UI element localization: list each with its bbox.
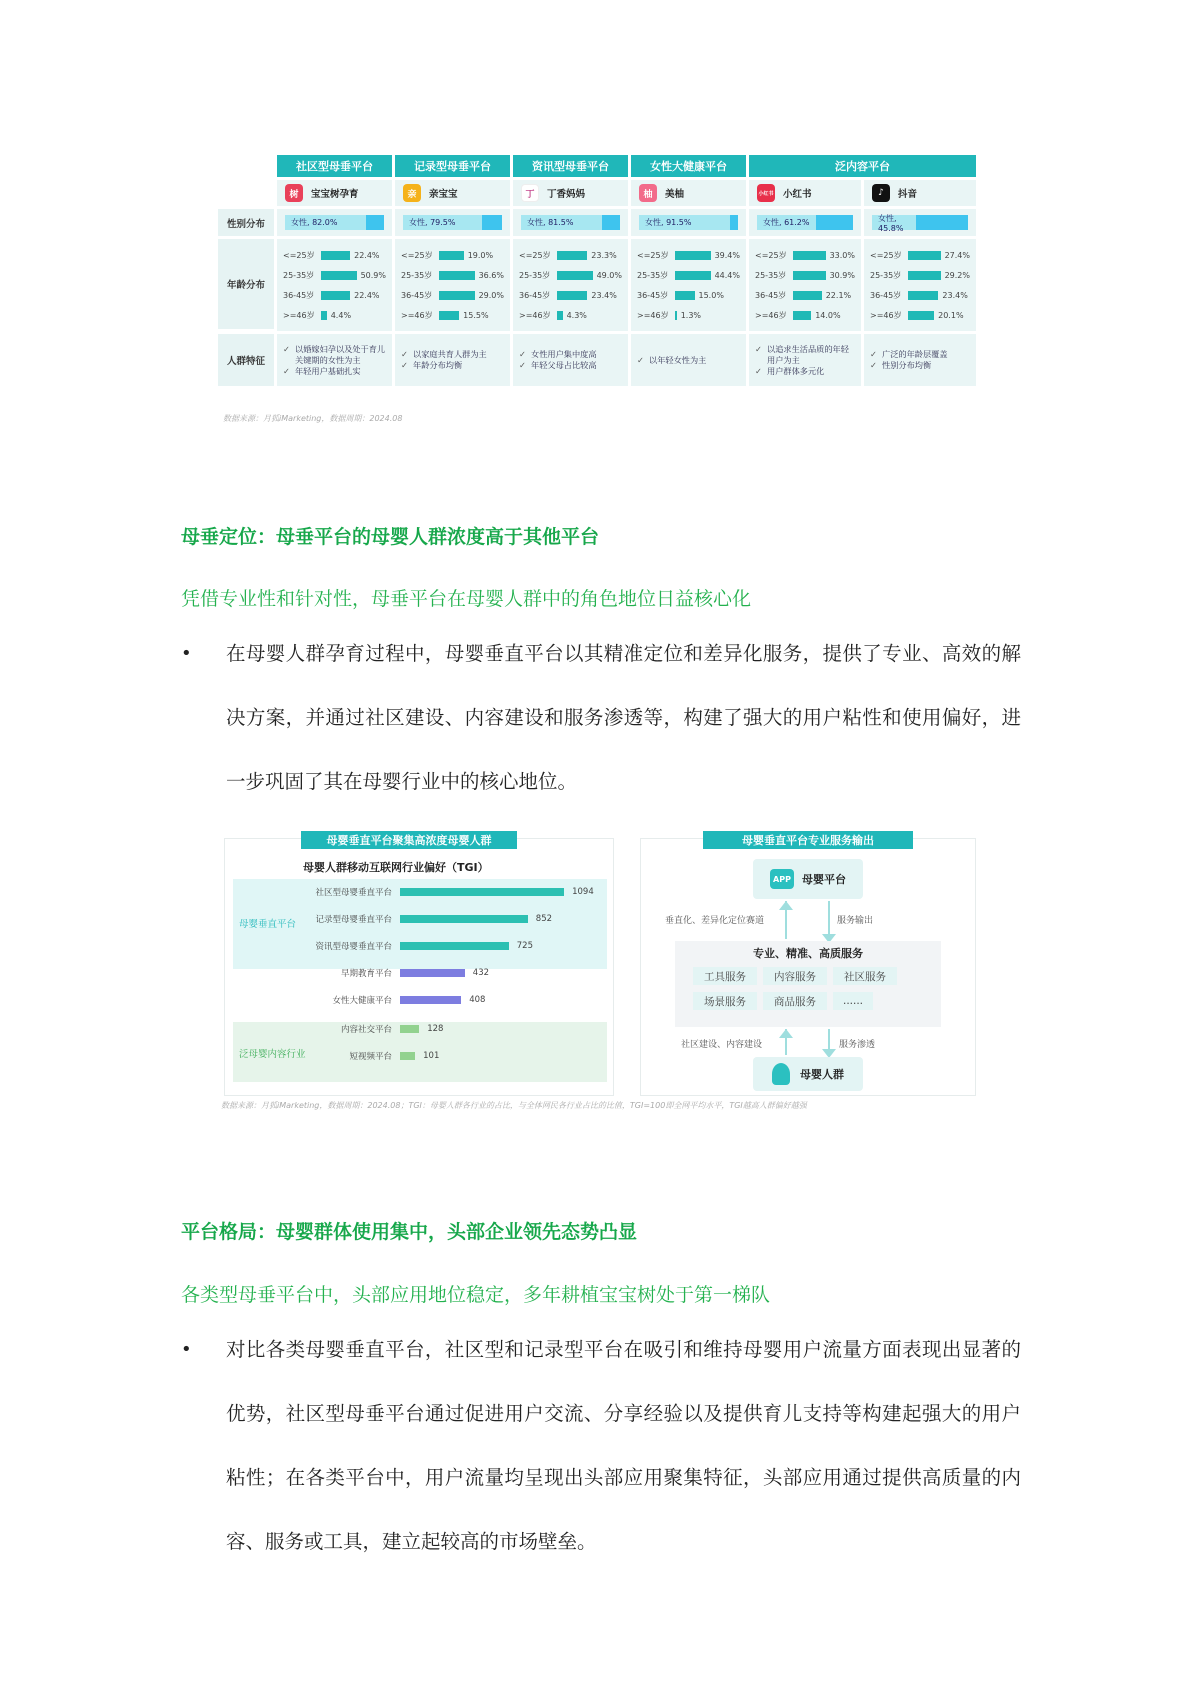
age-bar-row: [283, 285, 386, 305]
category-header: 社区型母垂平台: [277, 155, 392, 177]
service-item: 内容服务: [763, 967, 827, 985]
bar-value: 128: [427, 1024, 444, 1034]
age-key: <=25岁: [637, 250, 669, 260]
age-column: [513, 239, 628, 331]
bar-label: 女性大健康平台: [332, 996, 392, 1006]
gender-cell: [749, 209, 861, 236]
app-header-row: [218, 180, 984, 206]
app-header: [864, 180, 976, 206]
age-bar-row: [401, 245, 504, 265]
age-bar: [439, 251, 464, 260]
traits-list: [513, 334, 628, 386]
app-name: 宝宝树孕育: [311, 189, 359, 200]
age-key: <=25岁: [283, 250, 315, 260]
check-icon: ✓: [283, 343, 290, 354]
age-bar: [793, 251, 826, 260]
age-bar-row: [283, 305, 386, 325]
bar: [400, 996, 461, 1004]
age-bar-row: [401, 285, 504, 305]
gender-bar: [639, 215, 738, 230]
age-bar-row: [755, 285, 855, 305]
age-value: 49.0%: [596, 270, 622, 280]
age-value: 29.2%: [944, 270, 970, 280]
age-key: 25-35岁: [283, 270, 315, 280]
gender-cell: [513, 209, 628, 236]
table-corner-blank: [218, 180, 274, 206]
gender-cell: [864, 209, 976, 236]
bullet-dot: •: [181, 643, 192, 664]
traits-list: [749, 334, 861, 386]
age-key: 25-35岁: [519, 270, 551, 280]
age-value: 20.1%: [938, 310, 964, 320]
trait-text: 以追求生活品质的年轻用户为主: [767, 343, 849, 365]
table-source-note: 数据来源：月狐iMarketing，数据周期：2024.08: [223, 414, 403, 423]
female-share: 女性, 81.5%: [521, 215, 602, 230]
age-bar: [675, 311, 677, 320]
platform-label: 母婴平台: [802, 873, 846, 886]
age-bar-row: [519, 265, 622, 285]
age-bar-row: [637, 265, 740, 285]
female-share: 女性, 61.2%: [757, 215, 816, 230]
bar-value: 432: [472, 968, 490, 978]
app-name: 丁香妈妈: [547, 189, 586, 200]
bar: [400, 969, 465, 977]
check-icon: ✓: [755, 365, 762, 376]
bar-label: 资讯型母婴垂直平台: [315, 942, 392, 952]
age-bar: [675, 251, 711, 260]
services-title: 专业、精准、高质服务: [753, 947, 863, 960]
age-value: 36.6%: [478, 270, 504, 280]
age-bar-row: [519, 245, 622, 265]
trait-text: 广泛的年龄层覆盖: [882, 349, 948, 359]
age-bar: [908, 291, 938, 300]
age-key: <=25岁: [519, 250, 551, 260]
bullet-dot: •: [181, 1339, 192, 1360]
age-bar-row: [755, 245, 855, 265]
age-column: [631, 239, 746, 331]
section2-heading: 平台格局：母婴群体使用集中，头部企业领先态势凸显: [181, 1221, 638, 1243]
trait-text: 以婚嫁妇孕以及处于育儿关键期的女性为主: [295, 343, 386, 365]
age-key: >=46岁: [637, 310, 669, 320]
age-bar: [321, 291, 350, 300]
check-icon: ✓: [401, 360, 408, 370]
age-bar: [908, 271, 941, 280]
left-arrow-label: 垂直化、差异化定位赛道: [665, 916, 765, 926]
app-name: 美柚: [665, 189, 685, 200]
app-header: [395, 180, 510, 206]
trait-text: 用户群体多元化: [767, 365, 825, 376]
age-bar: [908, 311, 934, 320]
service-item: 社区服务: [833, 967, 897, 985]
app-header: [631, 180, 746, 206]
app-logo-icon: 亲: [403, 184, 421, 202]
age-value: 22.1%: [825, 290, 852, 300]
bar-row: [225, 885, 615, 899]
app-name: 亲宝宝: [429, 189, 458, 200]
age-key: >=46岁: [870, 310, 902, 320]
age-cell: [513, 239, 628, 331]
group-label-vertical: 母婴垂直平台: [239, 919, 297, 930]
age-bar-row: [637, 245, 740, 265]
age-bar-row: [870, 245, 970, 265]
age-key: 25-35岁: [755, 270, 787, 280]
age-value: 15.0%: [698, 290, 724, 300]
check-icon: ✓: [283, 365, 290, 376]
bar-label: 短视频平台: [349, 1052, 392, 1062]
age-cell: [395, 239, 510, 331]
section1-heading: 母垂定位：母垂平台的母婴人群浓度高于其他平台: [181, 526, 600, 548]
traits-cell: [513, 334, 628, 386]
app-header: [749, 180, 861, 206]
trait-text: 以家庭共育人群为主: [413, 349, 487, 359]
age-bar: [793, 291, 822, 300]
section1-subheading: 凭借专业性和针对性，母垂平台在母婴人群中的角色地位日益核心化: [181, 588, 752, 610]
age-column: [749, 239, 861, 331]
traits-cell: [395, 334, 510, 386]
app-logo-icon: 柚: [639, 184, 657, 202]
traits-cell: [749, 334, 861, 386]
trait-item: [283, 344, 386, 366]
section2-paragraph: [181, 1318, 1021, 1574]
gender-bar: [872, 213, 968, 233]
trait-text: 性别分布均衡: [882, 360, 932, 370]
age-key: 36-45岁: [283, 290, 315, 300]
platform-box: [753, 859, 863, 899]
trait-item: [755, 366, 855, 377]
age-value: 50.9%: [360, 270, 386, 280]
trait-item: [401, 360, 504, 371]
section1-paragraph: [181, 622, 1021, 814]
bar-label: 内容社交平台: [340, 1025, 392, 1035]
age-bar-row: [755, 265, 855, 285]
check-icon: ✓: [401, 349, 408, 359]
check-icon: ✓: [637, 354, 644, 365]
trait-text: 年龄分布均衡: [413, 360, 463, 370]
age-value: 4.4%: [330, 310, 352, 320]
row-label-traits: 人群特征: [218, 334, 274, 386]
age-bar-row: [870, 305, 970, 325]
bar-row: [225, 993, 615, 1007]
trait-item: [519, 349, 622, 360]
age-row: [218, 239, 984, 331]
figure-source-note: 数据来源：月狐iMarketing，数据周期：2024.08；TGI：母婴人群各行业的占比，与全体网民各行业占比的比值，TGI=100即全网平均水平，TGI越高人群偏好越强: [221, 1101, 807, 1110]
service-item: 商品服务: [763, 992, 827, 1010]
app-logo-icon: ♪: [872, 184, 890, 202]
age-value: 22.4%: [354, 250, 380, 260]
age-bar-row: [755, 305, 855, 325]
age-bar: [321, 311, 327, 320]
bottom-left-label: 社区建设、内容建设: [681, 1040, 763, 1050]
age-bar: [321, 271, 357, 280]
age-bar: [675, 271, 711, 280]
age-bar: [439, 271, 475, 280]
age-bar-row: [401, 265, 504, 285]
traits-cell: [631, 334, 746, 386]
age-cell: [864, 239, 976, 331]
age-value: 23.3%: [591, 250, 617, 260]
age-key: >=46岁: [519, 310, 551, 320]
age-key: <=25岁: [870, 250, 902, 260]
gender-row: [218, 209, 984, 236]
age-key: <=25岁: [401, 250, 433, 260]
age-cell: [749, 239, 861, 331]
app-icon: APP: [770, 869, 794, 889]
bar-row: [225, 1049, 615, 1063]
tgi-chart-subtitle: 母婴人群移动互联网行业偏好（TGI）: [303, 861, 489, 874]
age-value: 19.0%: [467, 250, 494, 260]
service-output-figure: [640, 834, 976, 1096]
bar-row: [225, 966, 615, 980]
age-bar: [908, 251, 941, 260]
bottom-right-label: 服务渗透: [839, 1040, 876, 1050]
check-icon: ✓: [519, 349, 526, 359]
age-bar-row: [870, 285, 970, 305]
trait-text: 以年轻女性为主: [649, 354, 707, 365]
bar-value: 408: [469, 995, 486, 1005]
age-value: 33.0%: [829, 250, 855, 260]
app-header: [277, 180, 392, 206]
age-column: [864, 239, 976, 331]
bar-row: [225, 912, 615, 926]
age-cell: [631, 239, 746, 331]
age-column: [277, 239, 392, 331]
age-bar-row: [283, 245, 386, 265]
female-share: 女性, 45.8%: [872, 215, 916, 230]
app-logo-icon: 树: [285, 184, 303, 202]
age-bar: [793, 311, 811, 320]
trait-text: 年轻用户基础扎实: [295, 365, 361, 376]
age-bar-row: [637, 305, 740, 325]
age-value: 30.9%: [829, 270, 855, 280]
section2-text: 对比各类母婴垂直平台，社区型和记录型平台在吸引和维持母婴用户流量方面表现出显著的优势，社区型母垂平台通过促进用户交流、分享经验以及提供育儿支持等构建起强大的用户粘性；在各类平台中，用户流量均呈现出头部应用聚集特征，头部应用通过提供高质量的内容、服务或工具，建立起较高的市场壁垒。: [226, 1338, 1021, 1553]
bar-row: [225, 1022, 615, 1036]
check-icon: ✓: [870, 349, 877, 359]
age-value: 39.4%: [714, 250, 740, 260]
traits-cell: [864, 334, 976, 386]
age-bar: [321, 251, 350, 260]
traits-list: [395, 334, 510, 386]
trait-item: [755, 344, 855, 366]
age-value: 23.4%: [942, 290, 968, 300]
traits-list: [277, 334, 392, 386]
bar: [400, 1052, 415, 1060]
trait-text: 女性用户集中度高: [531, 349, 597, 359]
arrow-up-icon-2: [779, 1029, 793, 1038]
age-bar: [439, 311, 459, 320]
bar-value: 852: [535, 914, 553, 924]
age-bar-row: [401, 305, 504, 325]
age-bar-row: [283, 265, 386, 285]
group-label-content: 泛母婴内容行业: [239, 1049, 306, 1060]
check-icon: ✓: [519, 360, 526, 370]
check-icon: ✓: [870, 360, 877, 370]
age-value: 4.3%: [566, 310, 587, 320]
bar-label: 记录型母婴垂直平台: [315, 915, 392, 925]
gender-bar: [285, 215, 384, 230]
section2-subheading: 各类型母垂平台中，头部应用地位稳定，多年耕植宝宝树处于第一梯队: [181, 1284, 771, 1306]
service-item: ......: [833, 992, 873, 1010]
app-name: 小红书: [783, 189, 812, 200]
age-key: <=25岁: [755, 250, 787, 260]
bar-label: 社区型母婴垂直平台: [315, 888, 392, 898]
tgi-figure-title: 母婴垂直平台聚集高浓度母婴人群: [301, 831, 517, 849]
bar: [400, 915, 528, 923]
service-item: 场景服务: [693, 992, 757, 1010]
bar-value: 101: [423, 1051, 440, 1061]
age-value: 22.4%: [354, 290, 380, 300]
traits-list: [631, 334, 746, 386]
age-key: >=46岁: [283, 310, 315, 320]
category-header: 记录型母垂平台: [395, 155, 510, 177]
age-bar-row: [637, 285, 740, 305]
age-bar-row: [870, 265, 970, 285]
trait-item: [870, 360, 970, 371]
bar-row: [225, 939, 615, 953]
mother-baby-icon: [772, 1063, 790, 1085]
service-figure-title: 母婴垂直平台专业服务输出: [703, 831, 913, 849]
service-item: 工具服务: [693, 967, 757, 985]
bar-value: 725: [516, 941, 533, 951]
traits-list: [864, 334, 976, 386]
age-value: 23.4%: [591, 290, 617, 300]
age-value: 15.5%: [463, 310, 489, 320]
check-icon: ✓: [755, 343, 762, 354]
crowd-box: [753, 1057, 863, 1091]
trait-item: [519, 360, 622, 371]
section1-text: 在母婴人群孕育过程中，母婴垂直平台以其精准定位和差异化服务，提供了专业、高效的解决方案，并通过社区建设、内容建设和服务渗透等，构建了强大的用户粘性和使用偏好，进一步巩固了其在母婴行业中的核心地位。: [226, 642, 1021, 793]
female-share: 女性, 91.5%: [639, 215, 730, 230]
traits-cell: [277, 334, 392, 386]
age-key: 36-45岁: [637, 290, 669, 300]
age-bar-row: [519, 305, 622, 325]
table-corner-blank: [218, 155, 274, 177]
trait-text: 年轻父母占比较高: [531, 360, 597, 370]
age-key: >=46岁: [755, 310, 787, 320]
age-value: 14.0%: [815, 310, 841, 320]
female-share: 女性, 79.5%: [403, 215, 482, 230]
age-key: 36-45岁: [401, 290, 433, 300]
age-key: 25-35岁: [870, 270, 902, 280]
traits-row: [218, 334, 984, 386]
age-key: 36-45岁: [870, 290, 902, 300]
right-arrow-label: 服务输出: [837, 916, 874, 926]
age-bar: [557, 311, 563, 320]
category-header: 女性大健康平台: [631, 155, 746, 177]
gender-cell: [277, 209, 392, 236]
gender-cell: [395, 209, 510, 236]
age-key: 25-35岁: [401, 270, 433, 280]
trait-item: [283, 366, 386, 377]
app-logo-icon: 丁: [521, 184, 539, 202]
trait-item: [870, 349, 970, 360]
app-logo-icon: 小红书: [757, 184, 775, 202]
bar: [400, 1025, 419, 1033]
age-bar: [793, 271, 826, 280]
tgi-chart-figure: [224, 834, 614, 1096]
age-key: 36-45岁: [519, 290, 551, 300]
gender-bar: [757, 215, 853, 230]
age-key: 36-45岁: [755, 290, 787, 300]
bar-value: 1094: [572, 887, 594, 897]
gender-cell: [631, 209, 746, 236]
bar: [400, 888, 564, 896]
gender-bar: [403, 215, 502, 230]
age-value: 44.4%: [714, 270, 740, 280]
row-label-age: 年龄分布: [218, 239, 274, 329]
age-bar: [439, 291, 475, 300]
age-column: [395, 239, 510, 331]
age-bar: [557, 251, 587, 260]
age-bar-row: [519, 285, 622, 305]
age-bar: [557, 271, 593, 280]
app-name: 抖音: [898, 189, 918, 200]
gender-bar: [521, 215, 620, 230]
platform-comparison-table: [218, 155, 984, 389]
crowd-label: 母婴人群: [800, 1068, 844, 1081]
category-header-row: [218, 155, 984, 177]
bar-label: 早期教育平台: [340, 969, 392, 979]
row-label-gender: 性别分布: [218, 209, 274, 236]
female-share: 女性, 82.0%: [285, 215, 366, 230]
age-value: 1.3%: [680, 310, 702, 320]
trait-item: [637, 355, 740, 366]
app-header: [513, 180, 628, 206]
age-bar: [675, 291, 695, 300]
arrow-up-icon: [779, 901, 793, 910]
category-header: 泛内容平台: [749, 155, 976, 177]
age-cell: [277, 239, 392, 331]
age-value: 27.4%: [944, 250, 970, 260]
age-bar: [557, 291, 587, 300]
category-header: 资讯型母垂平台: [513, 155, 628, 177]
bar: [400, 942, 509, 950]
age-key: 25-35岁: [637, 270, 669, 280]
age-key: >=46岁: [401, 310, 433, 320]
trait-item: [401, 349, 504, 360]
age-value: 29.0%: [478, 290, 504, 300]
